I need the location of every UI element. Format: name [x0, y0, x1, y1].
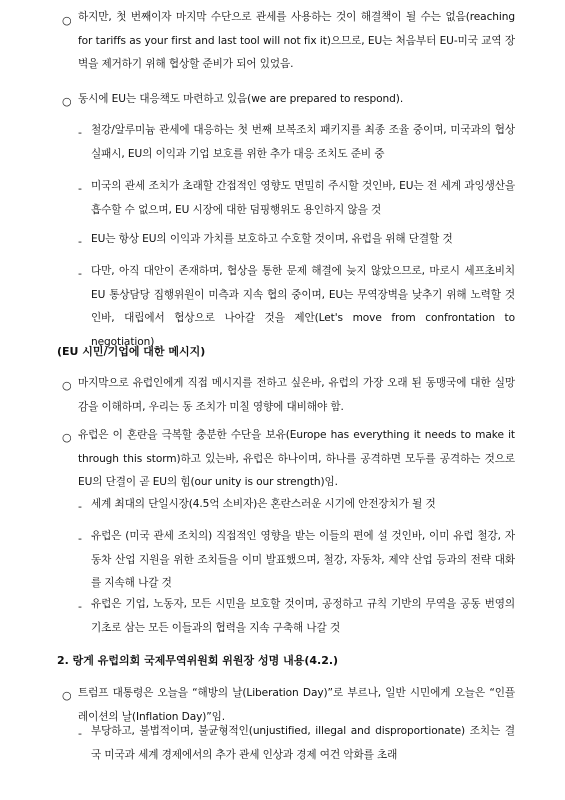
paragraph-dash: 다만, 아직 대안이 존재하며, 협상을 통한 문제 해결에 늦지 않았으므로, 마로시 세프초비치 EU 통상담당 집행위원이 미측과 지속 협의 중이며, EU는 무역장벽을 낮추기 위해 노력할 것인바, 대립에서 협상으로 나아갈 것을 제안(Let's move from confrontation to negotiation)	[91, 265, 515, 348]
dash-bullet: -	[78, 532, 82, 545]
paragraph-circle: 동시에 EU는 대응책도 마련하고 있음(we are prepared to respond).	[78, 93, 404, 105]
dash-bullet: -	[78, 500, 82, 513]
section-heading: (EU 시민/기업에 대한 메시지)	[57, 345, 206, 358]
section-heading: 2. 랑게 유럽의회 국제무역위원회 위원장 성명 내용(4.2.)	[57, 654, 339, 667]
dash-bullet: -	[78, 600, 82, 613]
paragraph-circle: 마지막으로 유럽인에게 직접 메시지를 전하고 싶은바, 유럽의 가장 오래 된 동맹국에 대한 실망감을 이해하며, 우리는 동 조치가 미칠 영향에 대비해야 함.	[78, 377, 515, 413]
dash-bullet: -	[78, 235, 82, 248]
circle-bullet: ○	[62, 431, 72, 444]
paragraph-dash: 유럽은 기업, 노동자, 모든 시민을 보호할 것이며, 공정하고 규칙 기반의 무역을 공동 번영의 기초로 삼는 모든 이들과의 협력을 지속 구축해 나갈 것	[91, 598, 515, 634]
paragraph-circle: 트럼프 대통령은 오늘을 “해방의 날(Liberation Day)”로 부르나, 일반 시민에게 오늘은 “인플레이션의 날(Inflation Day)”임.	[78, 687, 515, 723]
dash-bullet: -	[78, 727, 82, 740]
paragraph-dash: 철강/알루미늄 관세에 대응하는 첫 번째 보복조치 패키지를 최종 조율 중이며, 미국과의 협상 실패시, EU의 이익과 기업 보호를 위한 추가 대응 조치도 준비 중	[91, 124, 515, 160]
paragraph-dash: EU는 항상 EU의 이익과 가치를 보호하고 수호할 것이며, 유럽을 위해 단결할 것	[91, 233, 453, 245]
dash-bullet: -	[78, 126, 82, 139]
circle-bullet: ○	[62, 379, 72, 392]
circle-bullet: ○	[62, 95, 72, 108]
paragraph-dash: 미국의 관세 조치가 초래할 간접적인 영향도 면밀히 주시할 것인바, EU는 전 세계 과잉생산을 흡수할 수 없으며, EU 시장에 대한 덤핑행위도 용인하지 않을 것	[91, 180, 515, 216]
paragraph-circle: 하지만, 첫 번째이자 마지막 수단으로 관세를 사용하는 것이 해결책이 될 수는 없음(reaching for tariffs as your first and last tool will not fix it)으므로, EU는 처음부터 EU-미국 교역 장벽을 제거하기 위해 협상할 준비가 되어 있었음.	[78, 11, 515, 70]
paragraph-dash: 세계 최대의 단일시장(4.5억 소비자)은 혼란스러운 시기에 안전장치가 될 것	[91, 498, 436, 510]
dash-bullet: -	[78, 267, 82, 280]
dash-bullet: -	[78, 182, 82, 195]
circle-bullet: ○	[62, 14, 72, 27]
paragraph-circle: 유럽은 이 혼란을 극복할 충분한 수단을 보유(Europe has everything it needs to make it through this storm)하고 있는바, 유럽은 하나이며, 하나를 공격하면 모두를 공격하는 것으로 EU의 단결이 곧 EU의 힘(our unity is our strength)임.	[78, 429, 515, 488]
circle-bullet: ○	[62, 689, 72, 702]
paragraph-dash: 유럽은 (미국 관세 조치의) 직접적인 영향을 받는 이들의 편에 설 것인바, 이미 유럽 철강, 자동차 산업 지원을 위한 조치들을 이미 발표했으며, 철강, 자동차, 제약 산업 등과의 전략 대화를 지속해 나갈 것	[91, 530, 515, 589]
paragraph-dash: 부당하고, 불법적이며, 불균형적인(unjustified, illegal and disproportionate) 조치는 결국 미국과 세계 경제에서의 추가 관세 인상과 경제 여건 악화를 초래	[91, 725, 515, 761]
